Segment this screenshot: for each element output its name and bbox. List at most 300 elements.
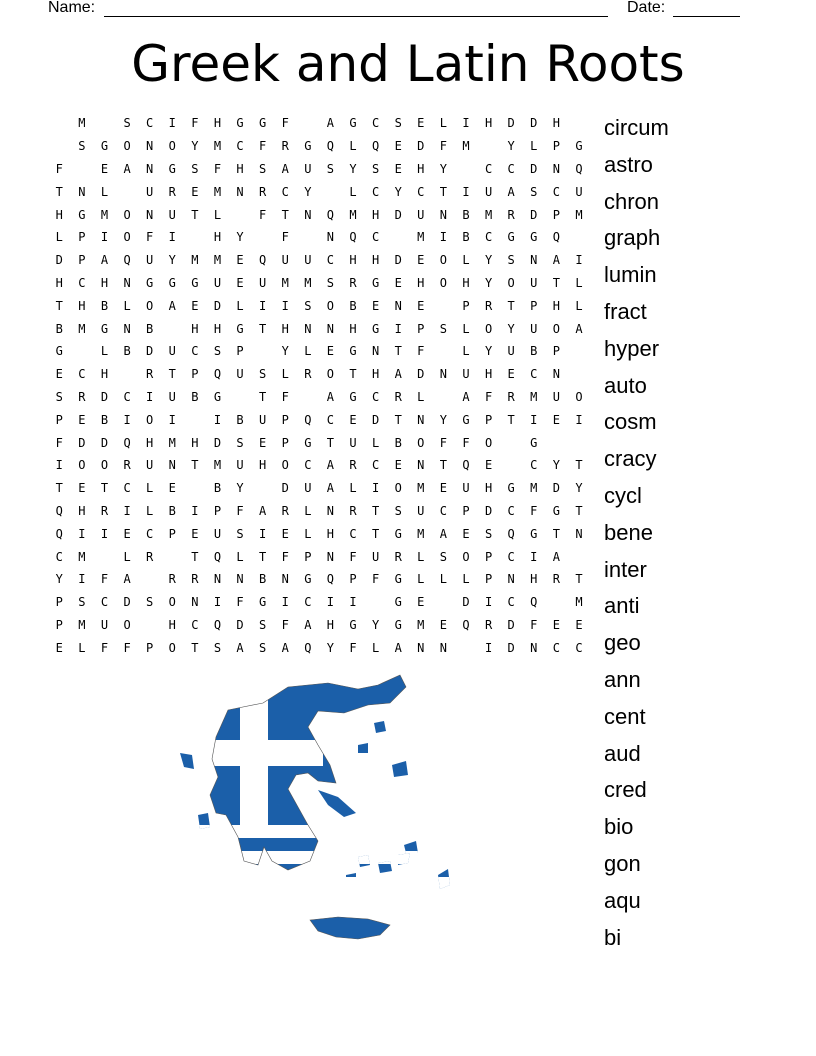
grid-cell: D: [100, 389, 109, 404]
grid-cell: D: [394, 207, 402, 222]
grid-cell: G: [304, 435, 312, 450]
grid-cell: H: [78, 298, 86, 313]
grid-cell: O: [146, 412, 154, 427]
grid-cell: R: [349, 275, 357, 290]
grid-cell: G: [394, 526, 402, 541]
grid-cell: U: [168, 207, 176, 222]
grid-cell: I: [326, 595, 335, 610]
grid-cell: U: [259, 412, 267, 427]
greece-flag-map-icon: [168, 665, 478, 955]
grid-cell: C: [78, 367, 86, 382]
grid-cell: [545, 431, 568, 454]
grid-cell: F: [100, 572, 109, 587]
grid-cell: L: [575, 298, 583, 313]
grid-cell: N: [552, 367, 560, 382]
grid-cell: N: [326, 503, 335, 518]
grid-cell: Y: [507, 321, 515, 336]
grid-cell: D: [507, 617, 515, 632]
grid-cell: M: [304, 275, 312, 290]
grid-cell: G: [78, 207, 86, 222]
grid-cell: E: [55, 640, 63, 655]
grid-cell: G: [371, 275, 380, 290]
grid-cell: L: [349, 139, 357, 154]
grid-cell: N: [213, 572, 222, 587]
grid-cell: I: [281, 298, 289, 313]
grid-cell: H: [236, 161, 244, 176]
word-list-item: ann: [604, 666, 641, 692]
grid-cell: O: [123, 207, 131, 222]
grid-cell: E: [168, 481, 176, 496]
grid-cell: O: [575, 389, 583, 404]
grid-cell: F: [146, 230, 154, 245]
grid-cell: H: [191, 435, 199, 450]
grid-cell: I: [575, 412, 583, 427]
grid-cell: L: [236, 549, 244, 564]
grid-cell: D: [530, 207, 538, 222]
grid-cell: I: [213, 412, 222, 427]
grid-cell: E: [191, 298, 199, 313]
grid-cell: E: [439, 481, 447, 496]
grid-cell: F: [439, 139, 447, 154]
grid-cell: A: [394, 640, 402, 655]
grid-cell: C: [507, 549, 515, 564]
grid-cell: S: [326, 161, 335, 176]
grid-cell: D: [530, 161, 538, 176]
grid-cell: P: [552, 207, 560, 222]
grid-cell: M: [530, 481, 538, 496]
grid-cell: S: [123, 116, 131, 131]
grid-cell: H: [213, 230, 222, 245]
grid-cell: U: [213, 275, 222, 290]
grid-cell: T: [55, 298, 63, 313]
word-list-item: cred: [604, 777, 647, 803]
grid-cell: A: [552, 253, 560, 268]
grid-cell: I: [78, 526, 86, 541]
grid-cell: C: [326, 253, 335, 268]
grid-cell: E: [417, 253, 425, 268]
word-list-item: geo: [604, 630, 641, 656]
grid-cell: D: [530, 116, 538, 131]
grid-cell: I: [213, 595, 222, 610]
grid-cell: [432, 591, 455, 614]
grid-cell: I: [168, 230, 176, 245]
word-list-item: lumin: [604, 262, 657, 288]
grid-cell: T: [394, 344, 402, 359]
grid-cell: Y: [371, 617, 380, 632]
grid-cell: G: [394, 617, 402, 632]
grid-cell: F: [123, 640, 131, 655]
flag-blue-field: [168, 665, 478, 955]
grid-cell: G: [213, 389, 222, 404]
grid-cell: O: [552, 321, 560, 336]
date-label: Date:: [627, 0, 666, 16]
grid-cell: S: [236, 435, 244, 450]
word-list-item: fract: [604, 298, 647, 324]
grid-cell: O: [462, 549, 470, 564]
grid-cell: H: [371, 207, 380, 222]
grid-cell: Y: [349, 161, 357, 176]
grid-cell: A: [326, 481, 335, 496]
grid-cell: T: [191, 549, 199, 564]
grid-cell: L: [146, 481, 154, 496]
grid-cell: [545, 591, 568, 614]
grid-cell: C: [530, 458, 538, 473]
word-list-item: bene: [604, 519, 653, 545]
grid-cell: D: [371, 412, 380, 427]
grid-cell: P: [78, 230, 86, 245]
grid-cell: L: [304, 526, 312, 541]
grid-cell: C: [371, 116, 380, 131]
grid-cell: A: [304, 617, 312, 632]
grid-cell: Y: [326, 640, 335, 655]
grid-cell: N: [304, 207, 312, 222]
grid-cell: O: [326, 367, 335, 382]
grid-cell: T: [507, 412, 515, 427]
grid-cell: R: [100, 503, 109, 518]
grid-cell: S: [236, 526, 244, 541]
grid-cell: L: [575, 275, 583, 290]
grid-cell: R: [168, 572, 176, 587]
grid-cell: C: [304, 595, 312, 610]
grid-cell: [568, 226, 591, 249]
grid-cell: H: [552, 116, 560, 131]
grid-cell: F: [439, 435, 447, 450]
grid-cell: A: [507, 184, 515, 199]
grid-cell: [568, 112, 591, 135]
word-list-item: cent: [604, 703, 646, 729]
grid-cell: [71, 158, 94, 181]
grid-cell: O: [146, 298, 154, 313]
grid-cell: G: [349, 617, 357, 632]
grid-cell: [251, 340, 274, 363]
grid-cell: I: [349, 595, 357, 610]
grid-cell: B: [168, 503, 176, 518]
grid-cell: [251, 226, 274, 249]
word-list-item: bio: [604, 814, 634, 840]
grid-cell: E: [78, 412, 86, 427]
grid-cell: Q: [349, 230, 357, 245]
grid-cell: E: [191, 526, 199, 541]
grid-cell: H: [349, 321, 357, 336]
grid-cell: G: [462, 412, 470, 427]
grid-cell: C: [371, 184, 380, 199]
grid-cell: R: [281, 139, 289, 154]
grid-cell: G: [168, 161, 176, 176]
grid-cell: O: [78, 458, 86, 473]
header: [0, 0, 816, 24]
grid-cell: C: [371, 458, 380, 473]
grid-cell: D: [100, 435, 109, 450]
grid-cell: B: [100, 298, 109, 313]
grid-cell: I: [462, 184, 470, 199]
grid-cell: E: [394, 139, 402, 154]
grid-cell: C: [484, 161, 493, 176]
grid-cell: F: [236, 595, 244, 610]
grid-cell: S: [213, 640, 222, 655]
grid-cell: G: [100, 321, 109, 336]
grid-cell: F: [55, 161, 63, 176]
grid-cell: L: [462, 572, 470, 587]
word-list-item: cosm: [604, 409, 657, 435]
word-list-item: chron: [604, 188, 660, 214]
grid-cell: L: [349, 184, 357, 199]
grid-cell: C: [507, 595, 515, 610]
grid-cell: H: [213, 116, 222, 131]
grid-cell: [161, 545, 184, 568]
grid-cell: F: [530, 503, 538, 518]
grid-cell: E: [507, 367, 515, 382]
grid-cell: P: [552, 139, 560, 154]
grid-cell: A: [123, 161, 131, 176]
grid-cell: T: [552, 275, 560, 290]
grid-cell: H: [484, 116, 493, 131]
grid-cell: G: [530, 435, 538, 450]
grid-cell: H: [371, 367, 380, 382]
grid-cell: F: [236, 503, 244, 518]
grid-cell: D: [146, 344, 154, 359]
grid-cell: H: [78, 503, 86, 518]
grid-cell: Q: [530, 595, 538, 610]
grid-cell: I: [168, 412, 176, 427]
grid-cell: M: [417, 230, 425, 245]
grid-cell: R: [304, 367, 312, 382]
grid-cell: M: [168, 435, 176, 450]
grid-cell: S: [394, 503, 402, 518]
grid-cell: R: [349, 503, 357, 518]
grid-cell: N: [236, 572, 244, 587]
grid-cell: G: [259, 116, 267, 131]
grid-cell: E: [462, 526, 470, 541]
grid-cell: F: [100, 640, 109, 655]
grid-cell: [432, 340, 455, 363]
grid-cell: P: [462, 503, 470, 518]
grid-cell: L: [462, 344, 470, 359]
grid-cell: B: [530, 344, 538, 359]
grid-cell: F: [191, 116, 199, 131]
grid-cell: E: [78, 481, 86, 496]
grid-cell: L: [213, 207, 222, 222]
grid-cell: I: [123, 503, 131, 518]
grid-cell: M: [417, 481, 425, 496]
grid-cell: L: [439, 116, 447, 131]
grid-cell: F: [530, 617, 538, 632]
grid-cell: G: [191, 275, 199, 290]
grid-cell: Q: [259, 253, 267, 268]
grid-cell: T: [55, 184, 63, 199]
grid-cell: Y: [168, 253, 176, 268]
grid-cell: F: [417, 344, 425, 359]
grid-cell: H: [100, 367, 109, 382]
grid-cell: T: [281, 207, 289, 222]
grid-cell: L: [530, 139, 538, 154]
grid-cell: N: [326, 549, 335, 564]
grid-cell: F: [281, 230, 289, 245]
letter-grid: [48, 112, 590, 659]
grid-cell: [477, 135, 500, 158]
grid-cell: S: [191, 161, 199, 176]
grid-cell: U: [281, 253, 289, 268]
grid-cell: U: [552, 389, 560, 404]
grid-cell: Q: [123, 435, 131, 450]
grid-cell: F: [55, 435, 63, 450]
grid-cell: I: [484, 595, 493, 610]
word-list-item: graph: [604, 225, 661, 251]
grid-cell: M: [213, 253, 222, 268]
grid-cell: L: [371, 435, 380, 450]
grid-cell: L: [417, 549, 425, 564]
grid-cell: G: [371, 321, 380, 336]
grid-cell: F: [281, 549, 289, 564]
grid-cell: [455, 636, 478, 659]
grid-cell: C: [552, 640, 560, 655]
grid-cell: P: [417, 321, 425, 336]
word-list-item: bi: [604, 924, 622, 950]
grid-cell: N: [168, 458, 176, 473]
grid-cell: C: [146, 116, 154, 131]
grid-cell: O: [123, 139, 131, 154]
grid-cell: M: [78, 321, 86, 336]
grid-cell: Q: [213, 367, 222, 382]
word-list-item: auto: [604, 372, 647, 398]
grid-cell: [432, 294, 455, 317]
grid-cell: U: [304, 253, 312, 268]
grid-cell: D: [552, 481, 560, 496]
grid-cell: G: [100, 139, 109, 154]
grid-cell: A: [281, 640, 289, 655]
grid-cell: Q: [55, 526, 63, 541]
word-list: [604, 110, 669, 956]
grid-cell: E: [281, 526, 289, 541]
grid-cell: I: [100, 526, 109, 541]
grid-cell: B: [259, 572, 267, 587]
grid-cell: T: [259, 321, 267, 336]
grid-cell: D: [507, 640, 515, 655]
grid-cell: E: [575, 617, 583, 632]
grid-cell: F: [281, 116, 289, 131]
grid-cell: [138, 614, 161, 637]
grid-cell: U: [146, 458, 154, 473]
grid-cell: E: [191, 184, 199, 199]
grid-cell: M: [100, 207, 109, 222]
grid-cell: T: [394, 412, 402, 427]
grid-cell: U: [146, 184, 154, 199]
grid-cell: L: [304, 503, 312, 518]
grid-cell: M: [78, 617, 86, 632]
grid-cell: Y: [304, 184, 312, 199]
grid-cell: Y: [484, 275, 493, 290]
grid-cell: [229, 203, 252, 226]
grid-cell: L: [123, 298, 131, 313]
date-input-line[interactable]: [673, 16, 740, 17]
grid-cell: [432, 386, 455, 409]
grid-cell: O: [123, 230, 131, 245]
grid-cell: R: [484, 617, 493, 632]
grid-cell: A: [100, 253, 109, 268]
grid-cell: G: [259, 595, 267, 610]
grid-cell: T: [507, 298, 515, 313]
grid-cell: B: [462, 230, 470, 245]
grid-cell: C: [484, 230, 493, 245]
grid-cell: P: [146, 640, 154, 655]
grid-cell: I: [100, 230, 109, 245]
grid-cell: H: [484, 481, 493, 496]
grid-cell: O: [168, 595, 176, 610]
grid-cell: A: [168, 298, 176, 313]
grid-cell: A: [281, 161, 289, 176]
grid-cell: G: [552, 503, 560, 518]
grid-cell: G: [530, 526, 538, 541]
grid-cell: N: [371, 344, 380, 359]
grid-cell: R: [146, 367, 154, 382]
grid-cell: N: [530, 640, 538, 655]
grid-cell: C: [371, 230, 380, 245]
grid-cell: G: [507, 230, 515, 245]
grid-cell: Q: [304, 640, 312, 655]
grid-cell: C: [146, 526, 154, 541]
grid-cell: O: [507, 275, 515, 290]
grid-cell: I: [530, 412, 538, 427]
grid-cell: T: [575, 572, 583, 587]
grid-cell: N: [191, 595, 199, 610]
grid-cell: S: [439, 321, 447, 336]
grid-cell: H: [326, 526, 335, 541]
grid-cell: R: [552, 572, 560, 587]
grid-cell: P: [484, 549, 493, 564]
grid-cell: Y: [507, 139, 515, 154]
grid-cell: Y: [236, 230, 244, 245]
grid-cell: N: [394, 298, 402, 313]
grid-cell: D: [55, 253, 63, 268]
grid-cell: T: [552, 526, 560, 541]
grid-cell: [116, 363, 139, 386]
grid-cell: Q: [371, 139, 380, 154]
grid-cell: P: [281, 435, 289, 450]
grid-cell: [138, 568, 161, 591]
grid-cell: M: [417, 617, 425, 632]
grid-cell: I: [191, 503, 199, 518]
grid-cell: U: [349, 435, 357, 450]
grid-cell: Y: [191, 139, 199, 154]
grid-cell: N: [575, 526, 583, 541]
name-input-line[interactable]: [104, 16, 608, 17]
grid-cell: D: [213, 435, 222, 450]
grid-cell: H: [530, 572, 538, 587]
grid-cell: D: [78, 435, 86, 450]
grid-cell: P: [55, 595, 63, 610]
grid-cell: N: [417, 458, 425, 473]
grid-cell: R: [507, 389, 515, 404]
grid-cell: H: [552, 298, 560, 313]
grid-cell: T: [191, 458, 199, 473]
grid-cell: G: [507, 481, 515, 496]
grid-cell: U: [146, 253, 154, 268]
grid-cell: A: [326, 458, 335, 473]
grid-cell: H: [55, 275, 63, 290]
grid-cell: R: [349, 458, 357, 473]
grid-cell: M: [78, 116, 86, 131]
grid-cell: [184, 226, 207, 249]
grid-cell: O: [439, 275, 447, 290]
grid-cell: N: [417, 412, 425, 427]
grid-cell: I: [484, 640, 493, 655]
grid-cell: M: [191, 253, 199, 268]
grid-cell: E: [371, 298, 380, 313]
grid-cell: [364, 591, 387, 614]
grid-cell: E: [236, 253, 244, 268]
grid-cell: A: [462, 389, 470, 404]
grid-cell: C: [100, 595, 109, 610]
grid-cell: H: [281, 321, 289, 336]
